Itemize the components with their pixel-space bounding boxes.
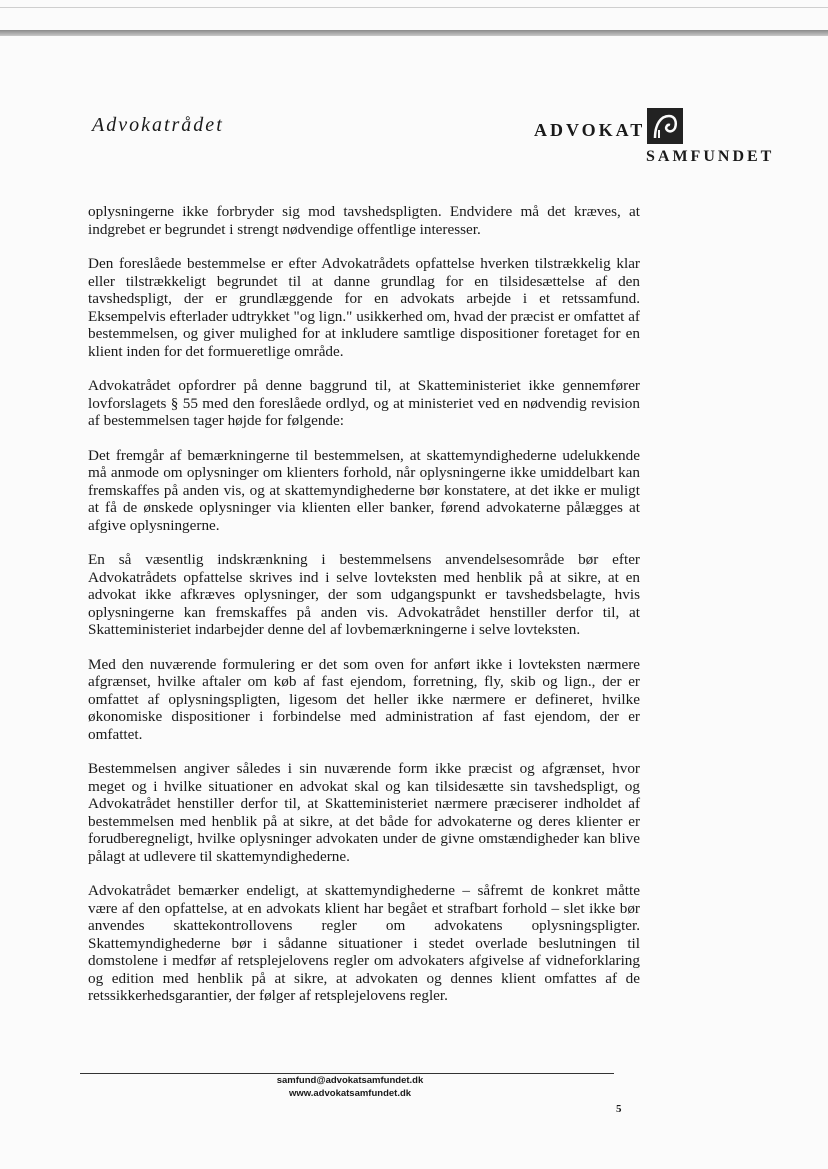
paragraph: Advokatrådet opfordrer på denne baggrund til, at Skatteministeriet ikke gennemfører lovforslagets § 55 med den foreslåede ordlyd, og at ministeriet ved en nødvendig revision af bestemmelsen tager højde for følgende: bbox=[88, 377, 640, 429]
scan-header-bar bbox=[0, 30, 828, 36]
logo-icon bbox=[647, 108, 683, 144]
scan-edge-line bbox=[0, 7, 828, 8]
footer-email: samfund@advokatsamfundet.dk bbox=[276, 1075, 424, 1086]
paragraph: Bestemmelsen angiver således i sin nuværende form ikke præcist og afgrænset, hvor meget og i hvilke situationer en advokat skal og kan tilsidesætte sin tavshedspligt, og Advokatrådet henstiller derfor til, at Skatteministeriet nærmere præciserer indholdet af bestemmelsen med henblik på at sikre, at det både for advokaterne og deres klienter er forudberegneligt, hvilke oplysninger advokaten under de givne omstændigheder kan blive pålagt at udlevere til skattemyndighederne. bbox=[88, 760, 640, 865]
page-title: Advokatrådet bbox=[92, 114, 224, 136]
paragraph: Advokatrådet bemærker endeligt, at skattemyndighederne – såfremt de konkret måtte være af den opfattelse, at en advokats klient har begået et strafbart forhold – slet ikke bør anvendes skattekontrollovens regler om advokatens oplysningspligter. Skattemyndighederne bør i sådanne situationer i stedet overlade beslutningen til domstolene i medfør af retsplejelovens regler om advokaters afgivelse af vidneforklaring og edition med henblik på at sikre, at advokaten og dennes klient omfattes af de retssikkerhedsgarantier, der følger af retsplejelovens regler. bbox=[88, 882, 640, 1004]
page-number: 5 bbox=[616, 1103, 622, 1115]
paragraph: Den foreslåede bestemmelse er efter Advokatrådets opfattelse hverken tilstrækkelig klar eller tilstrækkeligt begrundet til at danne grundlag for en tilsidesættelse af den tavshedspligt, der er grundlæggende for en advokats arbejde i et retssamfund. Eksempelvis efterlader udtrykket "og lign." usikkerhed om, hvad der præcist er omfattet af bestemmelsen, og giver mulighed for at inkludere samtlige dispositioner foretaget for en klient inden for det formueretlige område. bbox=[88, 255, 640, 360]
footer-contact bbox=[200, 1074, 500, 1100]
footer-website: www.advokatsamfundet.dk bbox=[288, 1088, 412, 1099]
paragraph: En så væsentlig indskrænkning i bestemmelsens anvendelsesområde bør efter Advokatrådets opfattelse skrives ind i selve lovteksten med henblik på at sikre, at en advokat ikke afkræves oplysninger, der som udgangspunkt er tavshedsbelagte, hvis oplysningerne kan fremskaffes på anden vis. Advokatrådet henstiller derfor til, at Skatteministeriet indarbejder denne del af lovbemærkningerne i selve lovteksten. bbox=[88, 551, 640, 638]
paragraph: Med den nuværende formulering er det som oven for anført ikke i lovteksten nærmere afgrænset, hvilke aftaler om køb af fast ejendom, forretning, fly, skib og lign., der er omfattet af oplysningspligten, ligesom det heller ikke nærmere er defineret, hvilke økonomiske dispositioner i forbindelse med administration af fast ejendom, der er omfattet. bbox=[88, 655, 640, 743]
letter-body bbox=[88, 203, 640, 1022]
logo-text-bottom: SAMFUNDET bbox=[646, 148, 775, 165]
paragraph: oplysningerne ikke forbryder sig mod tavshedspligten. Endvidere må det kræves, at indgrebet er begrundet i strengt nødvendige offentlige interesser. bbox=[88, 203, 640, 238]
paragraph: Det fremgår af bemærkningerne til bestemmelsen, at skattemyndighederne udelukkende må anmode om oplysninger om klienters forhold, når oplysningerne ikke umiddelbart kan fremskaffes på anden vis, og at skattemyndighederne bør konstatere, at det ikke er muligt at få de ønskede oplysninger via klienten eller banker, førend advokaterne pålægges at afgive oplysningerne. bbox=[88, 446, 640, 534]
logo-text-top: ADVOKAT bbox=[534, 120, 646, 140]
